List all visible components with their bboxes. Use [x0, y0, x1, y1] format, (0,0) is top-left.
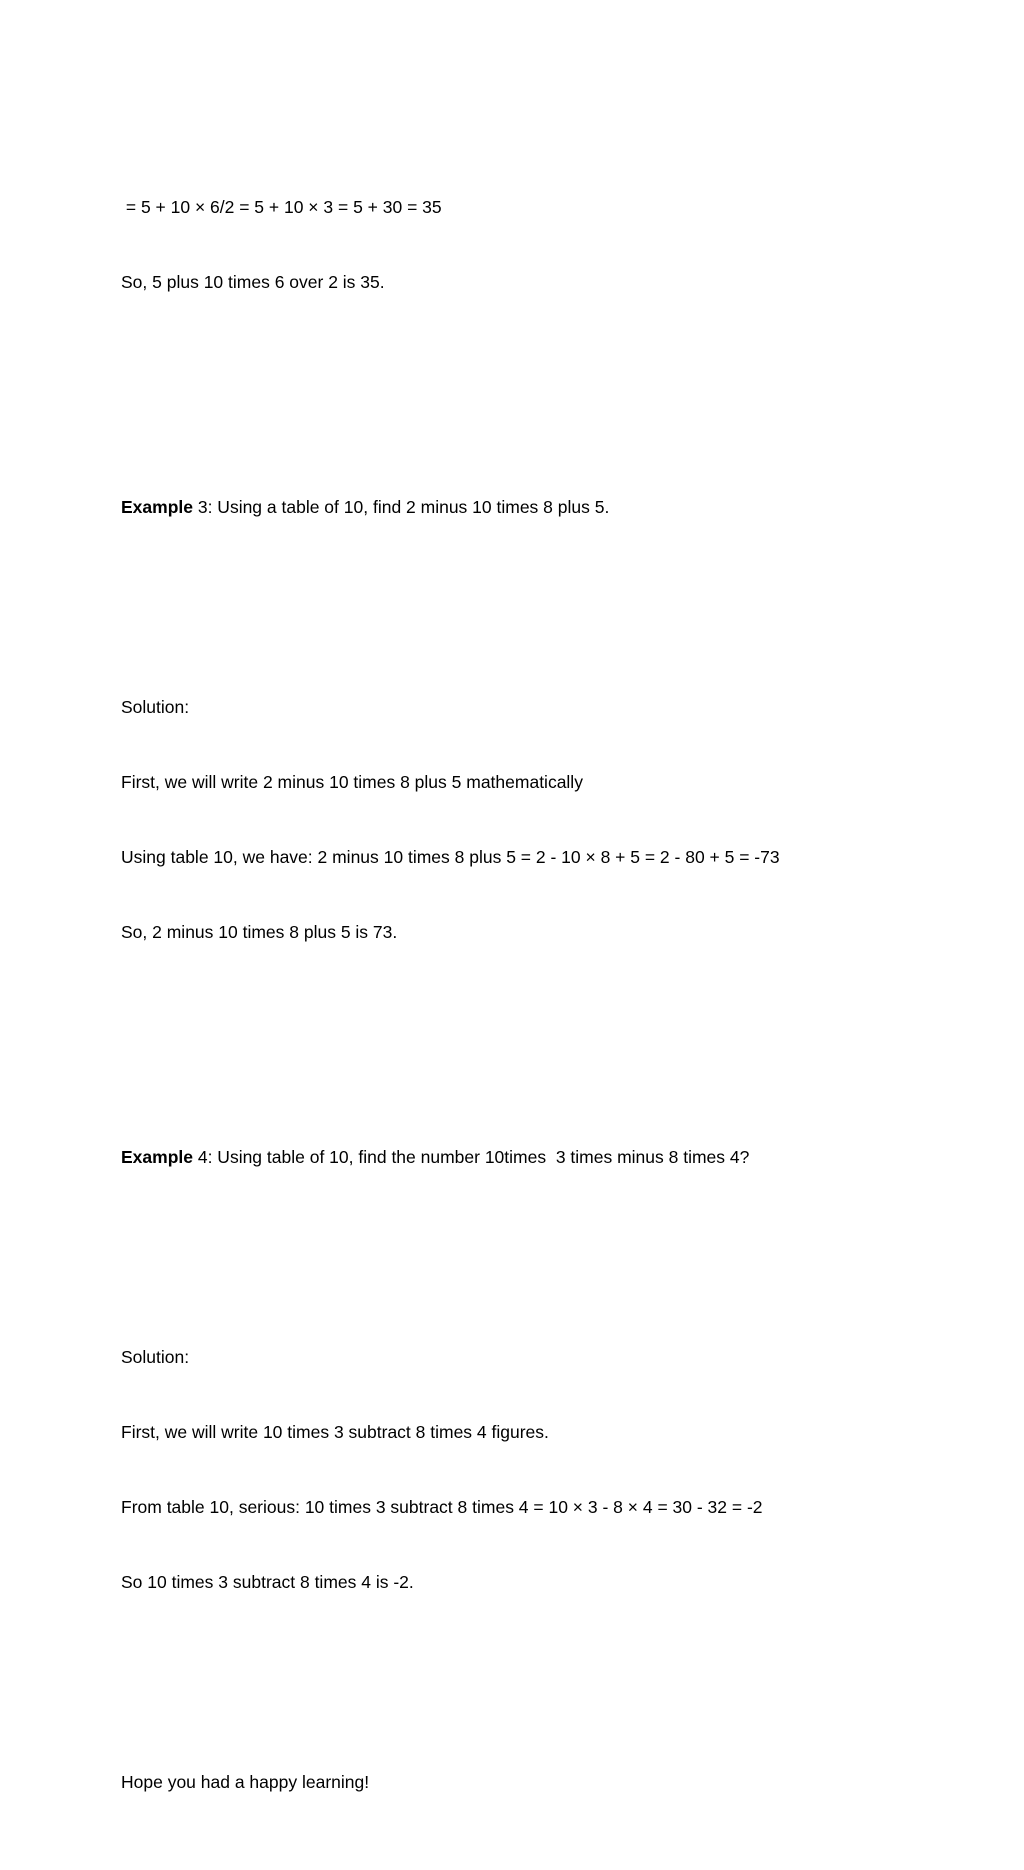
spacer [121, 595, 981, 620]
example-3-solution-line-2: Using table 10, we have: 2 minus 10 times 8 plus 5 = 2 - 10 × 8 + 5 = 2 - 80 + 5 = -73 [121, 847, 780, 867]
example-3-label: Example [121, 497, 193, 517]
example-3-solution-line-1: First, we will write 2 minus 10 times 8 plus 5 mathematically [121, 772, 583, 792]
example-4-label: Example [121, 1147, 193, 1167]
document-body [121, 120, 981, 1870]
spacer [121, 1020, 981, 1070]
example-4-solution-line-2: From table 10, serious: 10 times 3 subtract 8 times 4 = 10 × 3 - 8 × 4 = 30 - 32 = -2 [121, 1497, 763, 1517]
example-4-solution-line-3: So 10 times 3 subtract 8 times 4 is -2. [121, 1572, 414, 1592]
spacer [121, 370, 981, 420]
closing-line: Hope you had a happy learning! [121, 1772, 370, 1792]
result-line: So, 5 plus 10 times 6 over 2 is 35. [121, 272, 385, 292]
example-4-title: 4: Using table of 10, find the number 10times 3 times minus 8 times 4? [192, 1147, 750, 1167]
spacer [121, 1245, 981, 1270]
example-3-title: 3: Using a table of 10, find 2 minus 10 times 8 plus 5. [192, 497, 610, 517]
example-4-solution-heading: Solution: [121, 1347, 190, 1367]
example-3-solution-heading: Solution: [121, 697, 190, 717]
example-3-solution-line-3: So, 2 minus 10 times 8 plus 5 is 73. [121, 922, 398, 942]
equation-line: = 5 + 10 × 6/2 = 5 + 10 × 3 = 5 + 30 = 35 [121, 197, 442, 217]
spacer [121, 1670, 981, 1695]
example-4-heading [121, 1145, 981, 1170]
example-3-heading [121, 495, 981, 520]
example-4-solution-line-1: First, we will write 10 times 3 subtract 8 times 4 figures. [121, 1422, 549, 1442]
